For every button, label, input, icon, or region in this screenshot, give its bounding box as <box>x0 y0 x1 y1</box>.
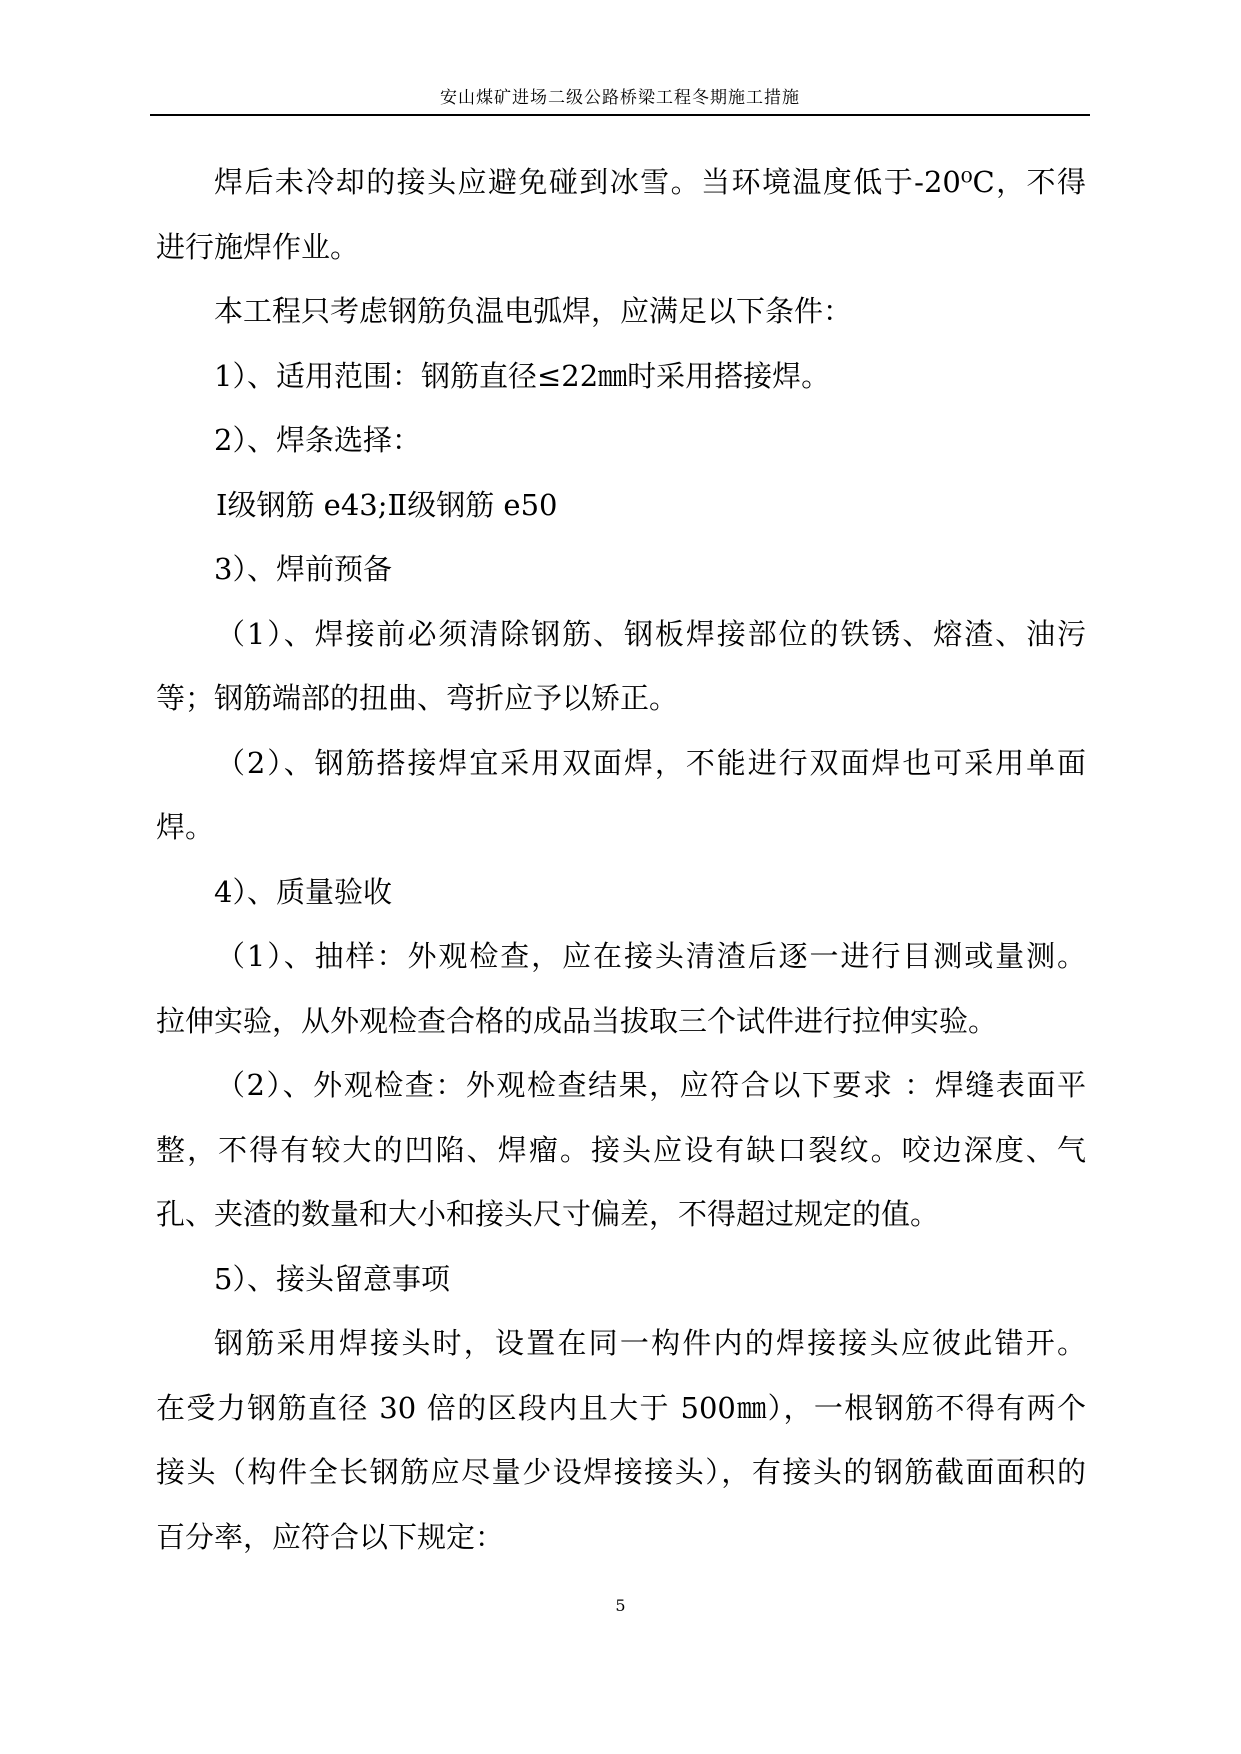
page-header: 安山煤矿进场二级公路桥梁工程冬期施工措施 <box>440 88 800 108</box>
list-item-heading: 2）、焊条选择： <box>214 423 421 457</box>
paragraph-line: （2）、钢筋搭接焊宜采用双面焊，不能进行双面焊也可采用单面 <box>216 745 1086 780</box>
list-item-heading: 3）、焊前预备 <box>214 552 392 586</box>
page-number: 5 <box>615 1596 626 1615</box>
paragraph-line: 本工程只考虑钢筋负温电弧焊，应满足以下条件： <box>214 294 853 328</box>
paragraph-line: 整，不得有较大的凹陷、焊瘤。接头应设有缺口裂纹。咬边深度、气 <box>156 1132 1086 1167</box>
paragraph-line: 百分率，应符合以下规定： <box>156 1519 505 1554</box>
paragraph-line: 进行施焊作业。 <box>156 229 360 264</box>
paragraph-line: 等；钢筋端部的扭曲、弯折应予以矫正。 <box>156 681 679 715</box>
paragraph-line: （1）、抽样：外观检查，应在接头清渣后逐一进行目测或量测。 <box>216 939 1086 973</box>
paragraph-line: 接头（构件全长钢筋应尽量少设焊接接头），有接头的钢筋截面面积的 <box>156 1455 1086 1489</box>
paragraph-line: 焊后未冷却的接头应避免碰到冰雪。当环境温度低于-20⁰C，不得 <box>214 165 1086 199</box>
document-body <box>156 150 1086 1569</box>
header-rule <box>150 114 1090 116</box>
paragraph-line: （2）、外观检查：外观检查结果，应符合以下要求 ：焊缝表面平 <box>216 1068 1086 1102</box>
paragraph-line: （1）、焊接前必须清除钢筋、钢板焊接部位的铁锈、熔渣、油污 <box>216 616 1086 651</box>
paragraph-line: 在受力钢筋直径 30 倍的区段内且大于 500㎜），一根钢筋不得有两个 <box>156 1390 1086 1425</box>
list-item-heading: 4）、质量验收 <box>214 874 392 909</box>
list-item-heading: 5）、接头留意事项 <box>214 1261 450 1296</box>
paragraph-line: Ⅰ级钢筋 e43;Ⅱ级钢筋 e50 <box>216 487 558 522</box>
paragraph-line: 焊。 <box>156 810 215 844</box>
list-item-heading: 1）、适用范围：钢筋直径≤22㎜时采用搭接焊。 <box>214 358 831 393</box>
paragraph-line: 孔、夹渣的数量和大小和接头尺寸偏差，不得超过规定的值。 <box>156 1197 940 1231</box>
paragraph-line: 钢筋采用焊接头时，设置在同一构件内的焊接接头应彼此错开。 <box>214 1326 1086 1360</box>
paragraph-line: 拉伸实验，从外观检查合格的成品当拔取三个试件进行拉伸实验。 <box>156 1003 998 1038</box>
